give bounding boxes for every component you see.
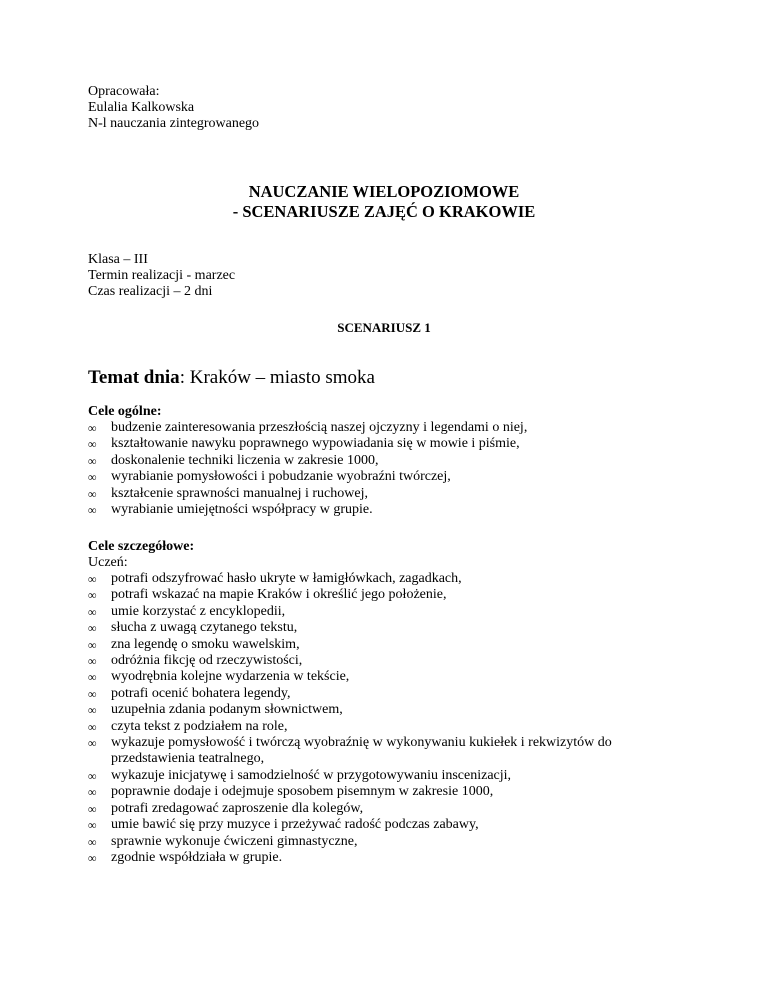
theme-label: Temat dnia xyxy=(88,367,180,388)
term-info: Termin realizacji - marzec xyxy=(88,268,236,283)
list-item: ∞ odróżnia fikcję od rzeczywistości, xyxy=(88,653,303,669)
specific-goals-heading: Cele szczegółowe: xyxy=(88,539,195,554)
list-item: ∞ potrafi odszyfrować hasło ukryte w łamigłówkach, zagadkach, xyxy=(88,571,462,586)
infinity-bullet-icon: ∞ xyxy=(88,588,97,603)
infinity-bullet-icon: ∞ xyxy=(88,703,97,718)
list-item-continuation: przedstawienia teatralnego, xyxy=(111,751,265,767)
list-item: ∞ potrafi ocenić bohatera legendy, xyxy=(88,685,291,701)
list-item: ∞ zgodnie współdziała w grupie. xyxy=(88,849,283,865)
duration-info: Czas realizacji – 2 dni xyxy=(88,284,213,299)
list-item: ∞ poprawnie dodaje i odejmuje sposobem pisemnym w zakresie 1000, xyxy=(88,784,494,800)
class-info: Klasa – III xyxy=(88,252,148,267)
infinity-bullet-icon: ∞ xyxy=(88,503,97,518)
list-item: ∞ uzupełnia zdania podanym słownictwem, xyxy=(88,702,343,718)
list-item: ∞ kształtowanie nawyku poprawnego wypowiadania się w mowie i piśmie, xyxy=(88,436,520,452)
infinity-bullet-icon: ∞ xyxy=(88,470,97,485)
list-item: ∞ umie korzystać z encyklopedii, xyxy=(88,603,286,619)
author-label: Opracowała: xyxy=(88,84,160,99)
infinity-bullet-icon: ∞ xyxy=(88,453,97,468)
infinity-bullet-icon: ∞ xyxy=(88,686,97,701)
infinity-bullet-icon: ∞ xyxy=(88,834,97,849)
list-item: ∞ potrafi zredagować zaproszenie dla kolegów, xyxy=(88,800,364,816)
author-role: N-l nauczania zintegrowanego xyxy=(88,116,260,131)
list-item: ∞ budzenie zainteresowania przeszłością naszej ojczyzny i legendami o niej, xyxy=(88,420,528,435)
theme-of-the-day xyxy=(88,367,375,389)
infinity-bullet-icon: ∞ xyxy=(88,604,97,619)
infinity-bullet-icon: ∞ xyxy=(88,421,97,435)
list-item: ∞ zna legendę o smoku wawelskim, xyxy=(88,636,300,652)
list-item: ∞ wyrabianie umiejętności współpracy w grupie. xyxy=(88,502,373,518)
list-item: ∞ doskonalenie techniki liczenia w zakresie 1000, xyxy=(88,452,379,468)
general-goals-list xyxy=(88,420,527,518)
infinity-bullet-icon: ∞ xyxy=(88,572,97,586)
list-item: ∞ potrafi wskazać na mapie Kraków i określić jego położenie, xyxy=(88,587,447,603)
infinity-bullet-icon: ∞ xyxy=(88,621,97,636)
list-item: ∞ wykazuje pomysłowość i twórczą wyobraźnię w wykonywaniu kukiełek i rekwizytów do przedstawienia teatralnego, xyxy=(88,735,612,767)
infinity-bullet-icon: ∞ xyxy=(88,437,97,452)
list-item: ∞ kształcenie sprawności manualnej i ruchowej, xyxy=(88,485,368,501)
infinity-bullet-icon: ∞ xyxy=(88,785,97,800)
infinity-bullet-icon: ∞ xyxy=(88,736,97,751)
list-item: ∞ czyta tekst z podziałem na role, xyxy=(88,718,288,734)
infinity-bullet-icon: ∞ xyxy=(88,670,97,685)
infinity-bullet-icon: ∞ xyxy=(88,801,97,816)
infinity-bullet-icon: ∞ xyxy=(88,654,97,669)
scenario-heading: SCENARIUSZ 1 xyxy=(337,320,431,335)
list-item: ∞ sprawnie wykonuje ćwiczeni gimnastyczne, xyxy=(88,833,358,849)
infinity-bullet-icon: ∞ xyxy=(88,719,97,734)
specific-goals-subject: Uczeń: xyxy=(88,555,128,570)
specific-goals-list xyxy=(88,571,612,866)
document-title-line2: - SCENARIUSZE ZAJĘĆ O KRAKOWIE xyxy=(232,202,536,221)
document-title-line1: NAUCZANIE WIELOPOZIOMOWE xyxy=(248,182,520,201)
list-item: ∞ umie bawić się przy muzyce i przeżywać radość podczas zabawy, xyxy=(88,817,479,833)
list-item: ∞ słucha z uwagą czytanego tekstu, xyxy=(88,620,298,636)
infinity-bullet-icon: ∞ xyxy=(88,850,97,865)
infinity-bullet-icon: ∞ xyxy=(88,768,97,783)
list-item: ∞ wyodrębnia kolejne wydarzenia w tekście, xyxy=(88,669,350,685)
infinity-bullet-icon: ∞ xyxy=(88,637,97,652)
list-item: ∞ wykazuje inicjatywę i samodzielność w przygotowywaniu inscenizacji, xyxy=(88,767,512,783)
infinity-bullet-icon: ∞ xyxy=(88,818,97,833)
general-goals-heading: Cele ogólne: xyxy=(88,404,162,419)
infinity-bullet-icon: ∞ xyxy=(88,486,97,501)
theme-text: : Kraków – miasto smoka xyxy=(179,367,375,388)
list-item: ∞ wyrabianie pomysłowości i pobudzanie wyobraźni twórczej, xyxy=(88,469,451,485)
author-name: Eulalia Kalkowska xyxy=(88,100,195,115)
